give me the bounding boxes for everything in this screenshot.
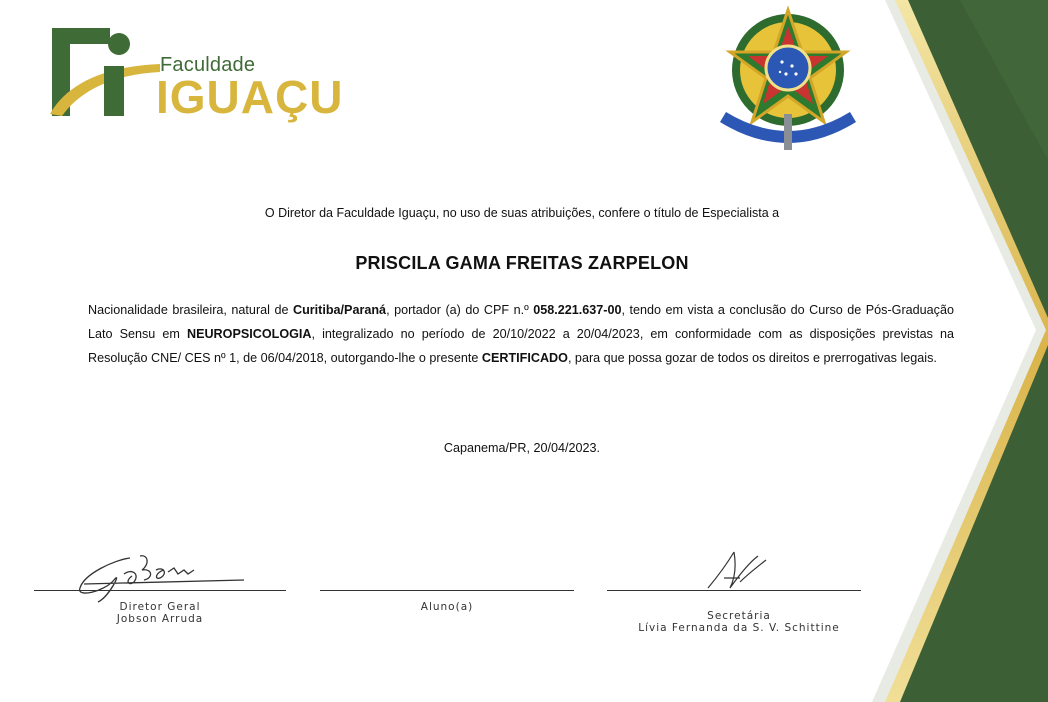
signature-block-director (60, 601, 260, 625)
signature-line-director (34, 590, 286, 591)
body-text-2: , portador (a) do CPF n.º (386, 303, 534, 317)
signature-block-secretary (614, 610, 864, 634)
signature-name-director: Jobson Arruda (116, 613, 204, 625)
body-text-3: , tendo em vista a conclusão do Curso de Pós-Graduação Lato Sensu em (88, 303, 954, 341)
document-type: CERTIFICADO (481, 351, 568, 365)
certificate-body (88, 298, 954, 370)
logo-text-faculdade: Faculdade (160, 54, 256, 76)
course-name: NEUROPSICOLOGIA (186, 327, 312, 341)
signature-secretary-icon (700, 548, 770, 594)
signature-name-secretary: Lívia Fernanda da S. V. Schittine (638, 622, 840, 634)
signature-role-student: Aluno(a) (420, 601, 474, 613)
body-text-4: , integralizado no período de 20/10/2022 a 20/04/2023, em conformidade com as disposições previstas na Resolução CNE/ CES nº 1, de 06/04/2018, outorgando-lhe o presente (88, 327, 954, 365)
cpf-number: 058.221.637-00 (533, 303, 622, 317)
body-text-1: Nacionalidade brasileira, natural de (88, 303, 293, 317)
certificate-intro: O Diretor da Faculdade Iguaçu, no uso de suas atribuições, confere o título de Especialista a (264, 206, 780, 220)
logo-text-iguacu: IGUAÇU (156, 71, 344, 123)
signature-line-student (320, 590, 574, 591)
birthplace: Curitiba/Paraná (292, 303, 387, 317)
signature-line-secretary (607, 590, 861, 591)
signature-role-secretary: Secretária (707, 610, 771, 622)
place-and-date: Capanema/PR, 20/04/2023. (443, 441, 601, 455)
coat-of-arms-brazil-icon (710, 4, 866, 154)
signature-role-director: Diretor Geral (119, 601, 201, 613)
recipient-name: PRISCILA GAMA FREITAS ZARPELON (355, 253, 689, 273)
faculdade-iguacu-logo (48, 22, 378, 122)
body-text-5: , para que possa gozar de todos os direitos e prerrogativas legais. (567, 351, 937, 365)
signature-block-student (347, 601, 547, 613)
